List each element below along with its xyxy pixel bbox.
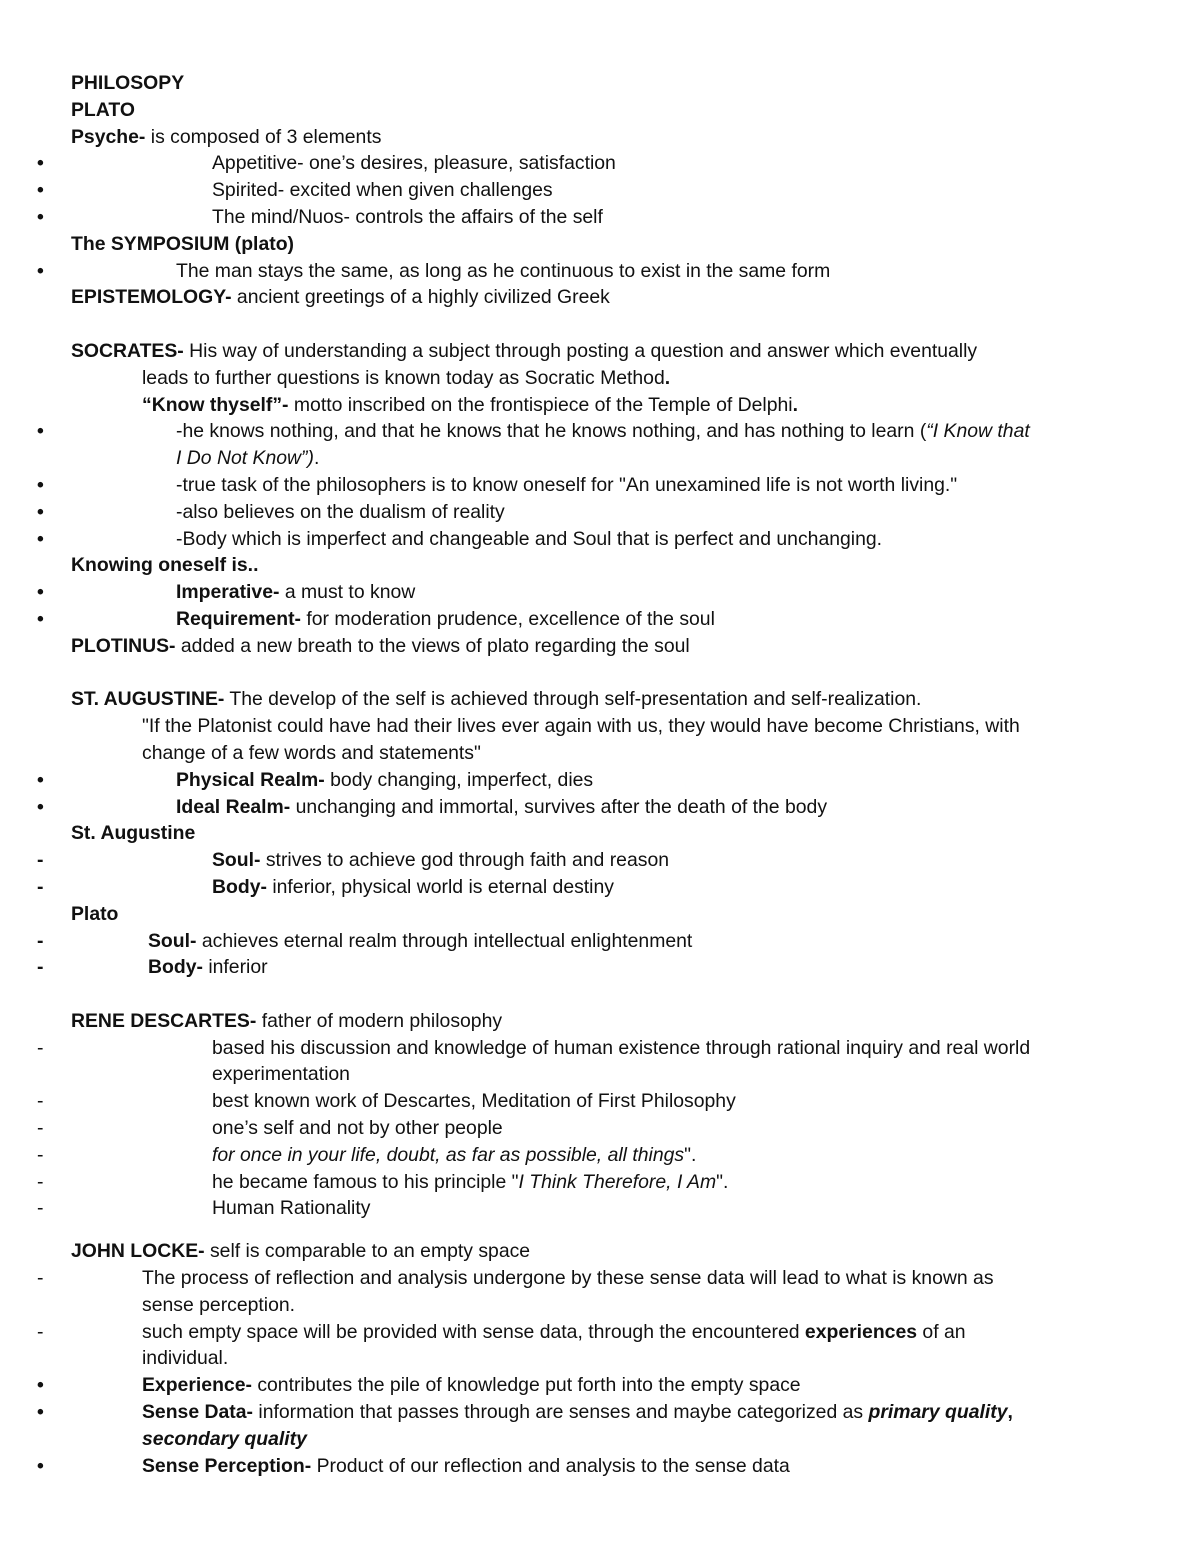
knowing-heading: Knowing oneself is.. [71,554,259,577]
descartes-term: RENE DESCARTES- [71,1009,257,1032]
augustine-term: ST. AUGUSTINE- [71,688,225,711]
list-item-italic: I Do Not Know”) [176,447,314,470]
psyche-text: is composed of 3 elements [145,125,382,148]
augustine-subheading: St. Augustine [71,822,196,845]
plotinus-term: PLOTINUS- [71,634,176,657]
know-thyself-period: . [792,393,798,416]
list-item-cont: sense perception. [142,1293,296,1316]
list-item-text: inferior, physical world is eternal destiny [266,875,614,898]
list-item-text: Product of our reflection and analysis to the sense data [311,1454,790,1477]
list-item-term: Requirement- [176,607,301,630]
list-item [71,606,1141,633]
list-item-italic: I Think Therefore, I Am [518,1170,717,1193]
socrates-period: . [664,366,671,389]
epistemology-text: ancient greetings of a highly civilized Greek [231,286,610,309]
socrates-term: SOCRATES- [71,339,184,362]
document-title: PHILOSOPY [71,72,185,94]
list-item-term: Body- [212,875,267,898]
list-item: • -true task of the philosophers is to know oneself for "An unexamined life is not worth living." [71,472,1141,499]
augustine-text: The develop of the self is achieved through self-presentation and self-realization. [224,688,922,711]
know-thyself-text: motto inscribed on the frontispiece of the Temple of Delphi [288,393,793,416]
list-item: • -also believes on the dualism of reality [71,499,1141,526]
list-item-text: for moderation prudence, excellence of the soul [300,607,715,630]
list-item-emphasis: secondary quality [142,1427,307,1450]
list-item-text: information that passes through are senses and maybe categorized as [253,1401,869,1424]
list-item-term: Experience- [142,1374,252,1397]
list-item-text: achieves eternal realm through intellectual enlightenment [196,929,693,952]
psyche-line [71,124,1141,151]
locke-term: JOHN LOCKE- [71,1240,205,1263]
epistemology-line [71,284,1141,311]
list-item-cont [71,445,1141,472]
know-thyself-term: “Know thyself”- [142,393,289,416]
list-item: - The process of reflection and analysis undergone by these sense data will lead to what is known as [71,1265,1141,1292]
socrates-line [71,338,1141,365]
list-item: - Human Rationality [71,1195,1141,1222]
list-item: • -Body which is imperfect and changeable and Soul that is perfect and unchanging. [71,526,1141,553]
list-item-text: . [313,447,320,470]
list-item: - one’s self and not by other people [71,1115,1141,1142]
list-item-term: Soul- [148,929,197,952]
list-item-text: he became famous to his principle " [212,1170,519,1193]
list-item [71,1142,1141,1169]
augustine-quote-cont: change of a few words and statements" [142,741,481,764]
list-item-emphasis: primary quality [868,1401,1008,1424]
list-item [71,1399,1141,1426]
list-item-term: Sense Perception- [142,1454,312,1477]
list-item [71,767,1141,794]
list-item [71,1169,1141,1196]
list-item-term: Physical Realm- [176,768,325,791]
list-item-text: of an [917,1320,966,1343]
list-item [71,794,1141,821]
socrates-line-cont [71,365,1141,392]
list-item-text: strives to achieve god through faith and reason [260,849,670,872]
plotinus-text: added a new breath to the views of plato regarding the soul [175,634,690,657]
plotinus-line [71,633,1141,660]
list-item: - based his discussion and knowledge of human existence through rational inquiry and real world [71,1035,1141,1062]
list-item: - best known work of Descartes, Meditation of First Philosophy [71,1088,1141,1115]
list-item-text: such empty space will be provided with sense data, through the encountered [142,1320,805,1343]
list-item-text: -he knows nothing, and that he knows that he knows nothing, and has nothing to learn ( [176,420,927,443]
spacer [71,981,1141,1008]
list-item [71,1372,1141,1399]
list-item-cont [71,1426,1141,1453]
socrates-text-cont: leads to further questions is known today as Socratic Method [142,366,665,389]
spacer [71,660,1141,687]
locke-line [71,1238,1141,1265]
list-item-term: Ideal Realm- [176,795,291,818]
locke-text: self is comparable to an empty space [204,1240,531,1263]
document-page [71,70,1141,1479]
list-item: • The mind/Nuos- controls the affairs of the self [71,204,1141,231]
plato-subheading: Plato [71,902,119,925]
plato-heading: PLATO [71,98,135,121]
list-item: • The man stays the same, as long as he continuous to exist in the same form [71,258,1141,285]
list-item [71,418,1141,445]
epistemology-term: EPISTEMOLOGY- [71,286,232,309]
augustine-line [71,686,1141,713]
augustine-quote: "If the Platonist could have had their lives ever again with us, they would have become Christians, with [142,715,1020,738]
list-item-term: Imperative- [176,581,280,604]
list-item-term: Soul- [212,849,261,872]
list-item: • Spirited- excited when given challenges [71,177,1141,204]
list-item-text: a must to know [279,581,416,604]
list-item-text: body changing, imperfect, dies [324,768,594,791]
list-item-text: unchanging and immortal, survives after the death of the body [290,795,828,818]
list-item-term: experiences [804,1320,918,1343]
list-item-text: ". [684,1143,697,1166]
know-thyself-line [71,392,1141,419]
socrates-text: His way of understanding a subject through posting a question and answer which eventually [183,339,978,362]
list-item [71,579,1141,606]
list-item [71,954,1141,981]
spacer [71,1222,1141,1238]
list-item-text: , [1007,1401,1013,1424]
symposium-heading: The SYMPOSIUM (plato) [71,232,294,255]
list-item-italic: “I Know that [926,420,1030,443]
descartes-line [71,1008,1141,1035]
list-item: • Appetitive- one’s desires, pleasure, satisfaction [71,150,1141,177]
psyche-term: Psyche- [71,125,146,148]
list-item-cont: experimentation [212,1063,350,1086]
list-item [71,874,1141,901]
list-item-cont: individual. [142,1347,229,1370]
list-item [71,1319,1141,1346]
list-item-term: Body- [148,956,203,979]
list-item [71,928,1141,955]
list-item-term: Sense Data- [142,1401,254,1424]
list-item [71,1453,1141,1480]
list-item-text: contributes the pile of knowledge put forth into the empty space [251,1374,801,1397]
list-item [71,847,1141,874]
list-item-italic: for once in your life, doubt, as far as possible, all things [212,1143,685,1166]
spacer [71,311,1141,338]
list-item-text: inferior [202,956,268,979]
list-item-text: ". [716,1170,729,1193]
descartes-text: father of modern philosophy [256,1009,503,1032]
